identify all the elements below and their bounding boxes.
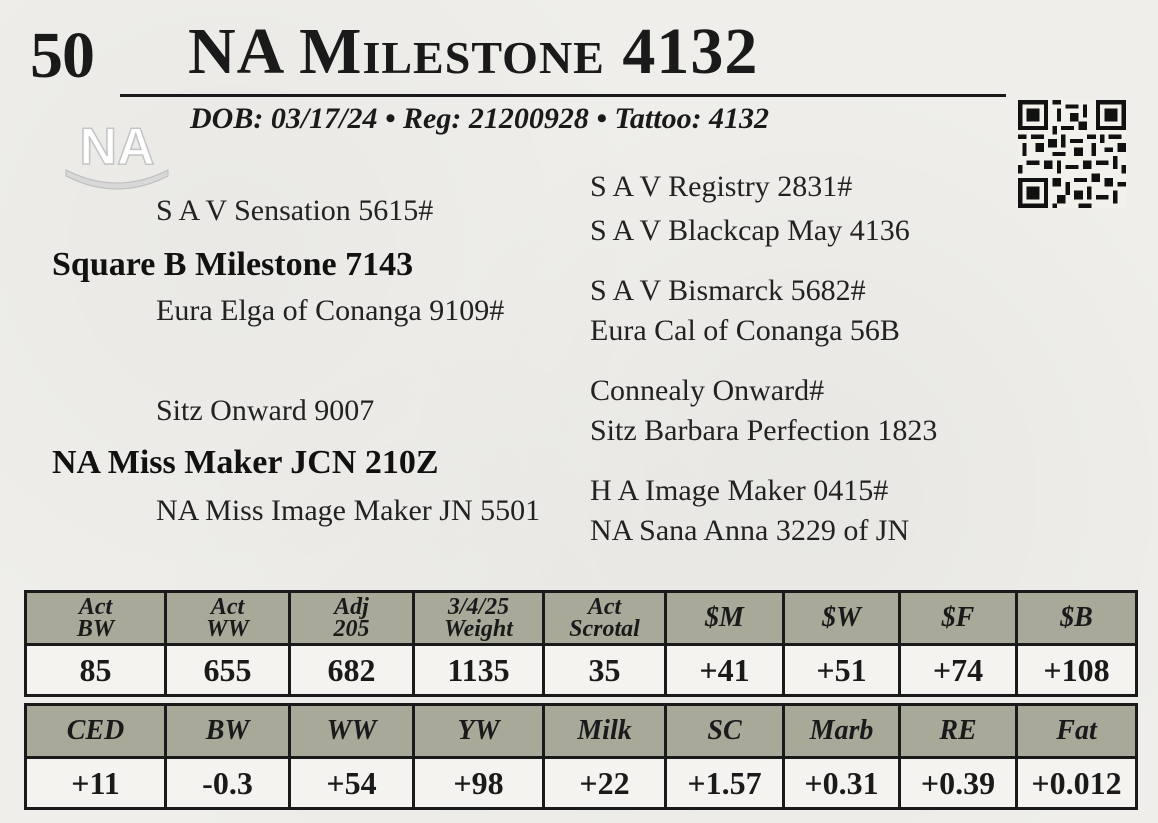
- logo-text: NA: [79, 118, 155, 176]
- performance-table: [24, 590, 1138, 697]
- header-weight: 3/4/25 Weight: [414, 592, 544, 645]
- header-ced: CED: [26, 705, 166, 758]
- value-ced: +11: [26, 758, 166, 809]
- header-dollar-m: $M: [666, 592, 784, 645]
- header-dollar-b: $B: [1017, 592, 1137, 645]
- ds-sire: Connealy Onward#: [590, 374, 825, 407]
- value-fat: +0.012: [1017, 758, 1137, 809]
- value-adj-205: 682: [290, 645, 414, 696]
- title-divider: [120, 94, 1006, 97]
- value-dollar-m: +41: [666, 645, 784, 696]
- epd-values-row: [26, 758, 1137, 809]
- ds-dam: Sitz Barbara Perfection 1823: [590, 414, 938, 447]
- header-marb: Marb: [784, 705, 900, 758]
- header-act-ww: Act WW: [166, 592, 290, 645]
- dd-dam: NA Sana Anna 3229 of JN: [590, 514, 910, 547]
- epd-header-row: [26, 705, 1137, 758]
- value-ww: +54: [290, 758, 414, 809]
- na-logo: [62, 112, 172, 194]
- header-dollar-f: $F: [900, 592, 1017, 645]
- sd-sire: S A V Bismarck 5682#: [590, 274, 866, 307]
- header-act-scrotal: Act Scrotal: [544, 592, 666, 645]
- sd-dam: Eura Cal of Conanga 56B: [590, 314, 900, 347]
- value-act-scrotal: 35: [544, 645, 666, 696]
- header-re: RE: [900, 705, 1017, 758]
- performance-values-row: [26, 645, 1137, 696]
- ss-sire: S A V Registry 2831#: [590, 170, 853, 203]
- value-act-ww: 655: [166, 645, 290, 696]
- header-dollar-w: $W: [784, 592, 900, 645]
- sire: Square B Milestone 7143: [52, 246, 414, 283]
- qr-code-icon[interactable]: [1018, 100, 1126, 208]
- value-act-bw: 85: [26, 645, 166, 696]
- ss-dam: S A V Blackcap May 4136: [590, 214, 910, 247]
- header-milk: Milk: [544, 705, 666, 758]
- performance-header-row: [26, 592, 1137, 645]
- dd-sire: H A Image Maker 0415#: [590, 474, 889, 507]
- value-dollar-w: +51: [784, 645, 900, 696]
- header-act-bw: Act BW: [26, 592, 166, 645]
- value-milk: +22: [544, 758, 666, 809]
- header-bw: BW: [166, 705, 290, 758]
- value-sc: +1.57: [666, 758, 784, 809]
- header-ww: WW: [290, 705, 414, 758]
- sire-dam: Eura Elga of Conanga 9109#: [156, 294, 505, 327]
- dam-sire: Sitz Onward 9007: [156, 394, 375, 427]
- lot-number: 50: [30, 19, 94, 92]
- value-weight: 1135: [414, 645, 544, 696]
- epd-table: [24, 703, 1138, 810]
- value-yw: +98: [414, 758, 544, 809]
- dam-dam: NA Miss Image Maker JN 5501: [156, 494, 541, 527]
- value-marb: +0.31: [784, 758, 900, 809]
- dam: NA Miss Maker JCN 210Z: [52, 444, 439, 481]
- animal-name: NA Milestone 4132: [188, 15, 759, 88]
- value-bw: -0.3: [166, 758, 290, 809]
- header-yw: YW: [414, 705, 544, 758]
- header-sc: SC: [666, 705, 784, 758]
- value-dollar-f: +74: [900, 645, 1017, 696]
- header-adj-205: Adj 205: [290, 592, 414, 645]
- sire-sire: S A V Sensation 5615#: [156, 194, 434, 227]
- value-dollar-b: +108: [1017, 645, 1137, 696]
- value-re: +0.39: [900, 758, 1017, 809]
- animal-info-line: DOB: 03/17/24 • Reg: 21200928 • Tattoo: 4132: [190, 102, 770, 135]
- header-fat: Fat: [1017, 705, 1137, 758]
